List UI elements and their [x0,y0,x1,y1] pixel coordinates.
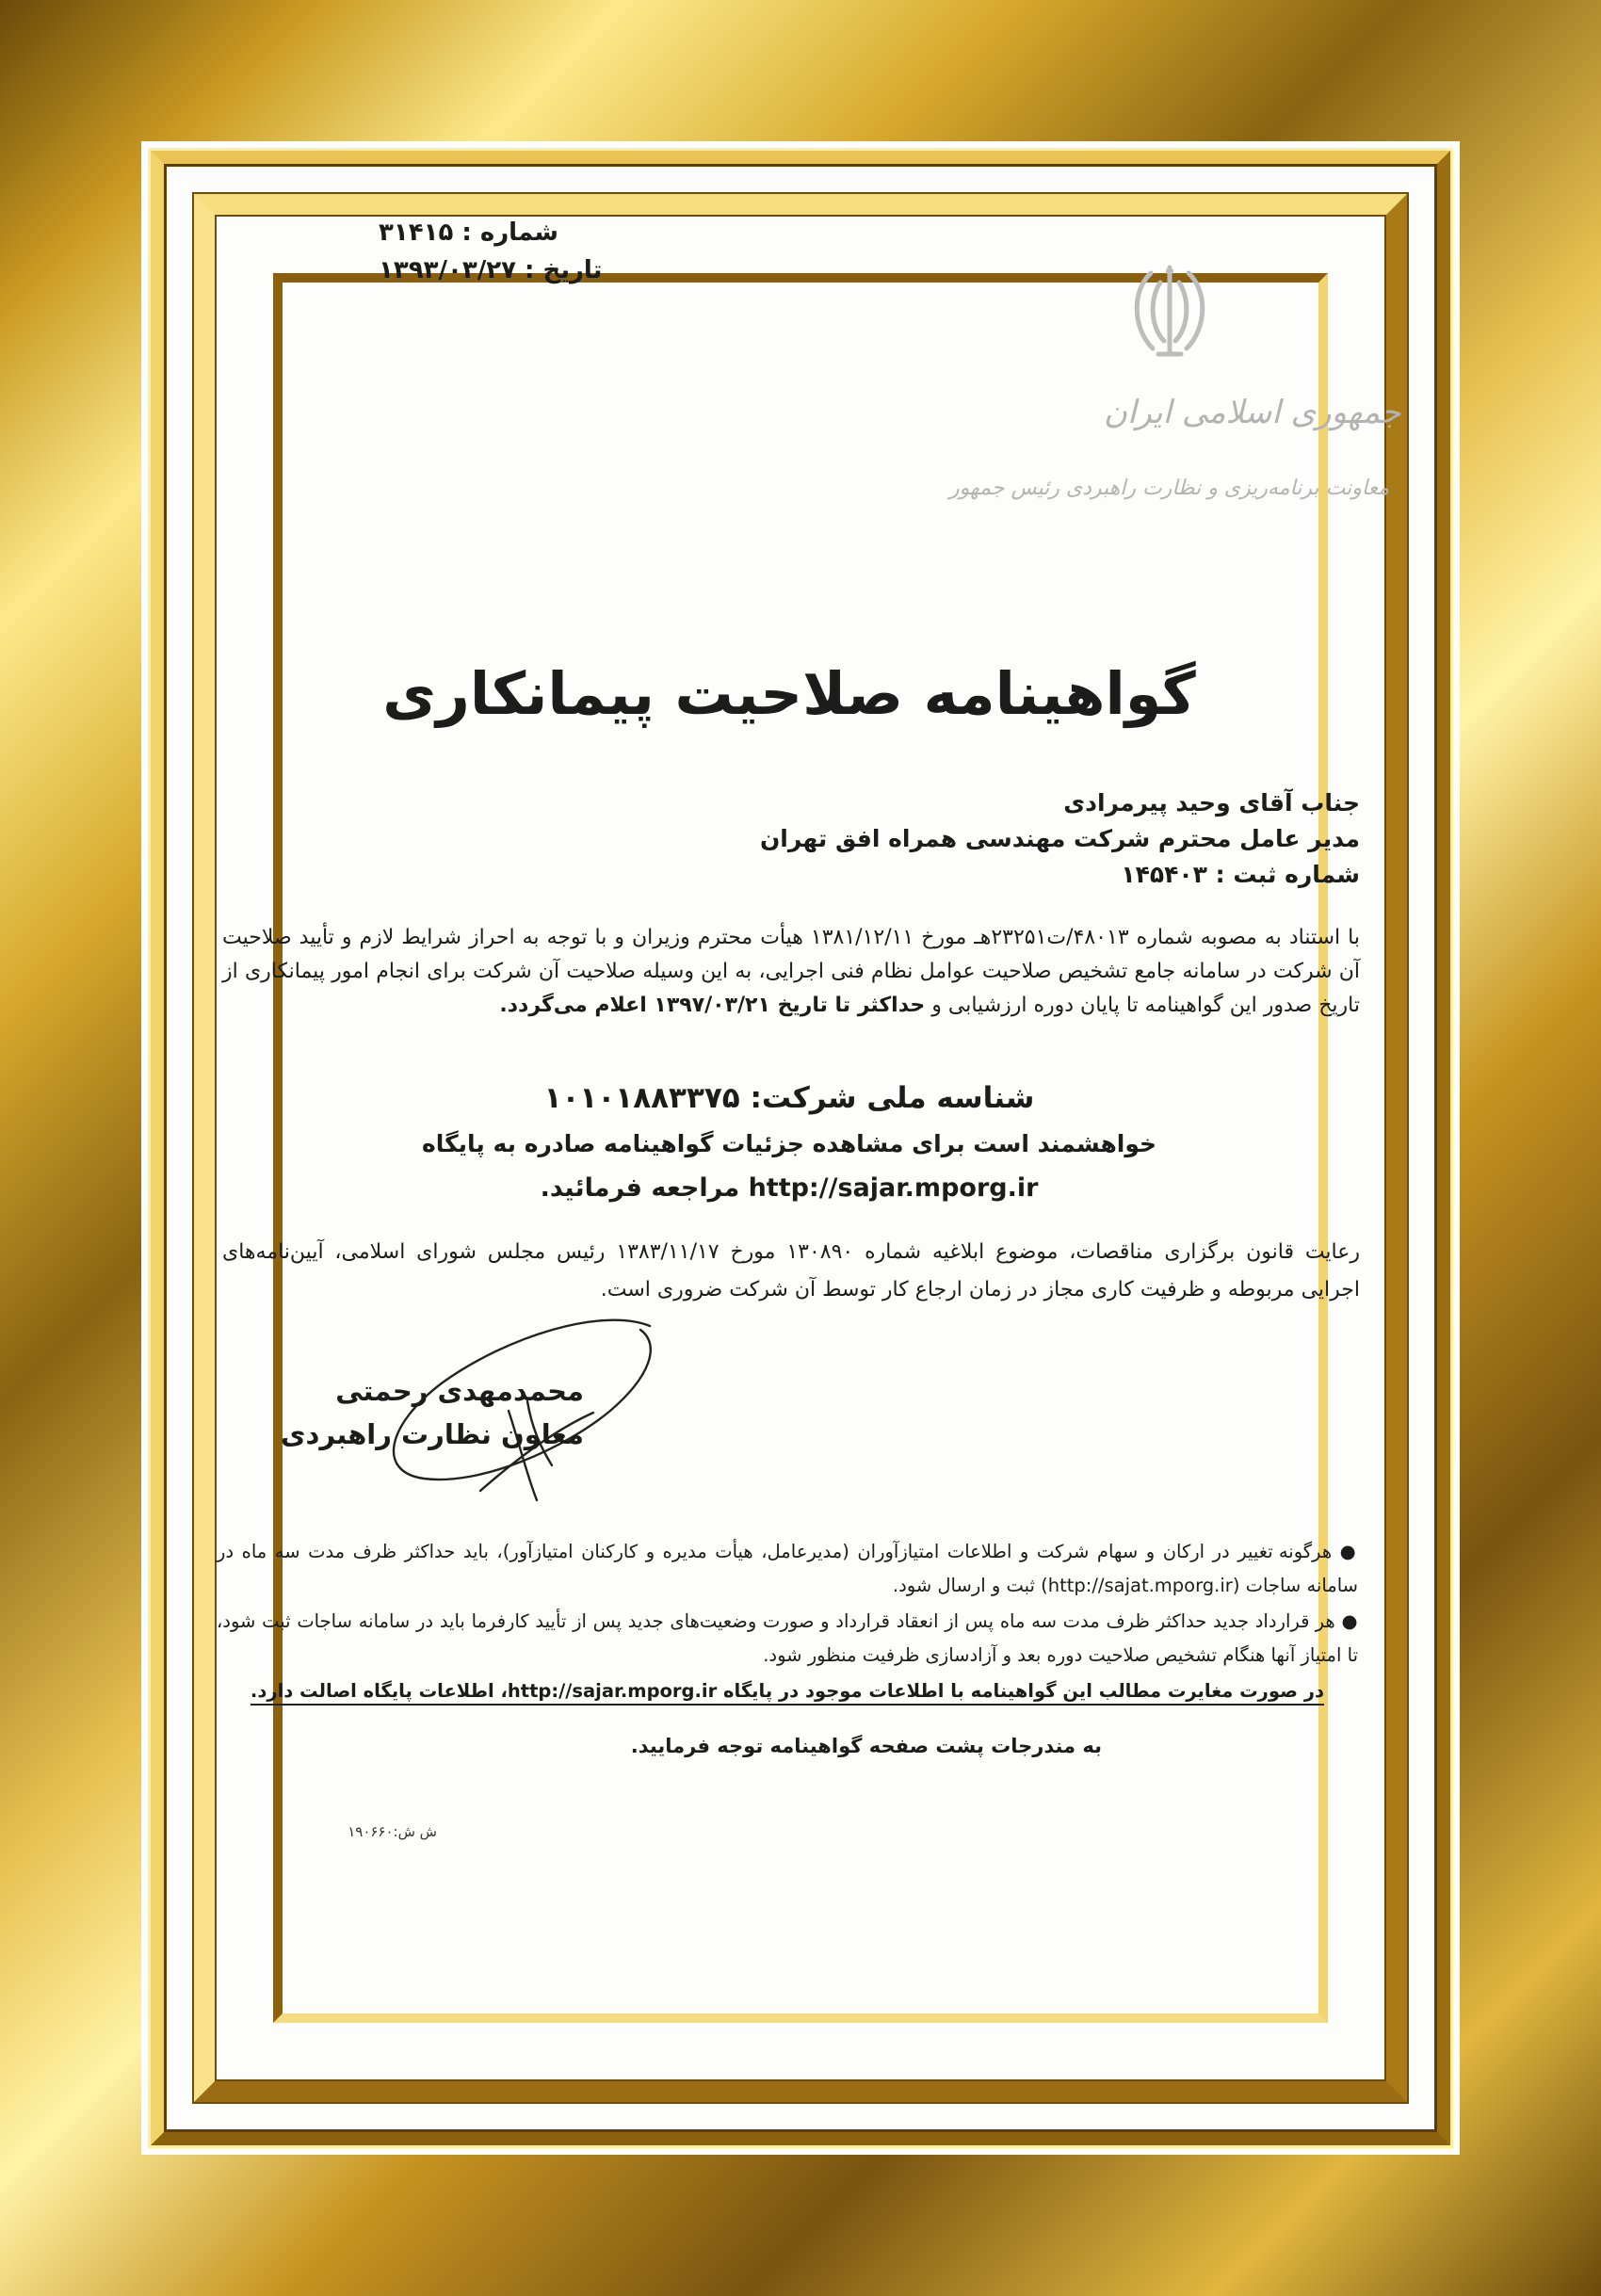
letter-number: شماره : ۳۱۴۱۵ [379,218,558,247]
note-bullet-2-text: هر قرارداد جدید حداکثر ظرف مدت سه ماه پس از انعقاد قرارداد و صورت وضعیت‌های جدید پس از تأیید کارفرما باید در سامانه ساجات ثبت شود، تا امتیاز آنها هنگام تشخیص صلاحیت دوره بعد و آزادسازی ظرفیت منظور شود. [217,1610,1358,1666]
note-bullet-2: ● هر قرارداد جدید حداکثر ظرف مدت سه ماه پس از انعقاد قرارداد و صورت وضعیت‌های جدید پس از تأیید کارفرما باید در سامانه ساجات ثبت شود، تا امتیاز آنها هنگام تشخیص صلاحیت دوره بعد و آزادسازی ظرفیت منظور شود. [217,1610,1358,1666]
certificate-paper [160,160,1418,2136]
letterhead-office: معاونت برنامه‌ریزی و نظارت راهبردی رئیس جمهور [949,477,1390,500]
main-paragraph-validity: حداکثر تا تاریخ ۱۳۹۷/۰۳/۲۱ اعلام می‌گردد. [499,994,926,1017]
registration-number: شماره ثبت : ۱۴۵۴۰۳ [1121,861,1360,888]
iran-emblem-icon [1123,262,1217,365]
main-paragraph-text: با استناد به مصوبه شماره ۴۸۰۱۳/ت۲۳۲۵۱هـ مورخ ۱۳۸۱/۱۲/۱۱ هیأت محترم وزیران و با توجه به احراز شرایط لازم و تأیید صلاحیت آن شرکت در سامانه جامع تشخیص صلاحیت عوامل نظام فنی اجرایی، به این وسیله صلاحیت آن شرکت برای انجام امور پیمانکاری از تاریخ صدور این گواهینامه تا پایان دوره ارزشیابی و [222,926,1360,1017]
back-page-note: به مندرجات پشت صفحه گواهینامه توجه فرمایید. [630,1735,1102,1757]
letter-date: تاریخ : ۱۳۹۳/۰۳/۲۷ [379,256,603,284]
note-bullet-1-text: هرگونه تغییر در ارکان و سهام شرکت و اطلاعات امتیازآوران (مدیرعامل، هیأت مدیره و کارکنان امتیازآور)، باید حداکثر ظرف مدت سه ماه در سامانه ساجات (http://sajat.mporg.ir) ثبت و ارسال شود. [217,1541,1358,1596]
national-id: شناسه ملی شرکت: ۱۰۱۰۱۸۸۳۳۷۵ [543,1081,1035,1115]
serial-number: ش ش:۱۹۰۶۶۰ [348,1823,437,1840]
recipient-position: مدیر عامل محترم شرکت مهندسی همراه افق تهران [759,825,1360,852]
law-paragraph: رعایت قانون برگزاری مناقصات، موضوع ابلاغیه شماره ۱۳۰۸۹۰ مورخ ۱۳۸۳/۱۱/۱۷ رئیس مجلس شورای اسلامی، آیین‌نامه‌های اجرایی مربوطه و ظرفیت کاری مجاز در زمان ارجاع کار توسط آن شرکت ضروری است. [222,1240,1360,1302]
sajar-url-line: http://sajar.mporg.ir مراجعه فرمائید. [540,1173,1039,1203]
signatory-name: محمدمهدی رحمتی [335,1375,584,1407]
note-bullet-1: ● هرگونه تغییر در ارکان و سهام شرکت و اطلاعات امتیازآوران (مدیرعامل، هیأت مدیره و کارکنان امتیازآور)، باید حداکثر ظرف مدت سه ماه در سامانه ساجات (http://sajat.mporg.ir) ثبت و ارسال شود. [217,1541,1358,1596]
letterhead-country: جمهوری اسلامی ایران [1104,394,1401,431]
certificate-title: گواهینامه صلاحیت پیمانکاری [382,659,1196,728]
discrepancy-note: در صورت مغایرت مطالب این گواهینامه با اطلاعات موجود در پایگاه http://sajar.mporg.ir، اطلاعات پایگاه اصالت دارد. [251,1680,1324,1706]
main-paragraph [222,921,1360,1023]
recipient-name: جناب آقای وحید پیرمرادی [1063,789,1360,817]
request-line: خواهشمند است برای مشاهده جزئیات گواهینامه صادره به پایگاه [421,1130,1157,1157]
signatory-title: معاون نظارت راهبردی [280,1418,584,1450]
